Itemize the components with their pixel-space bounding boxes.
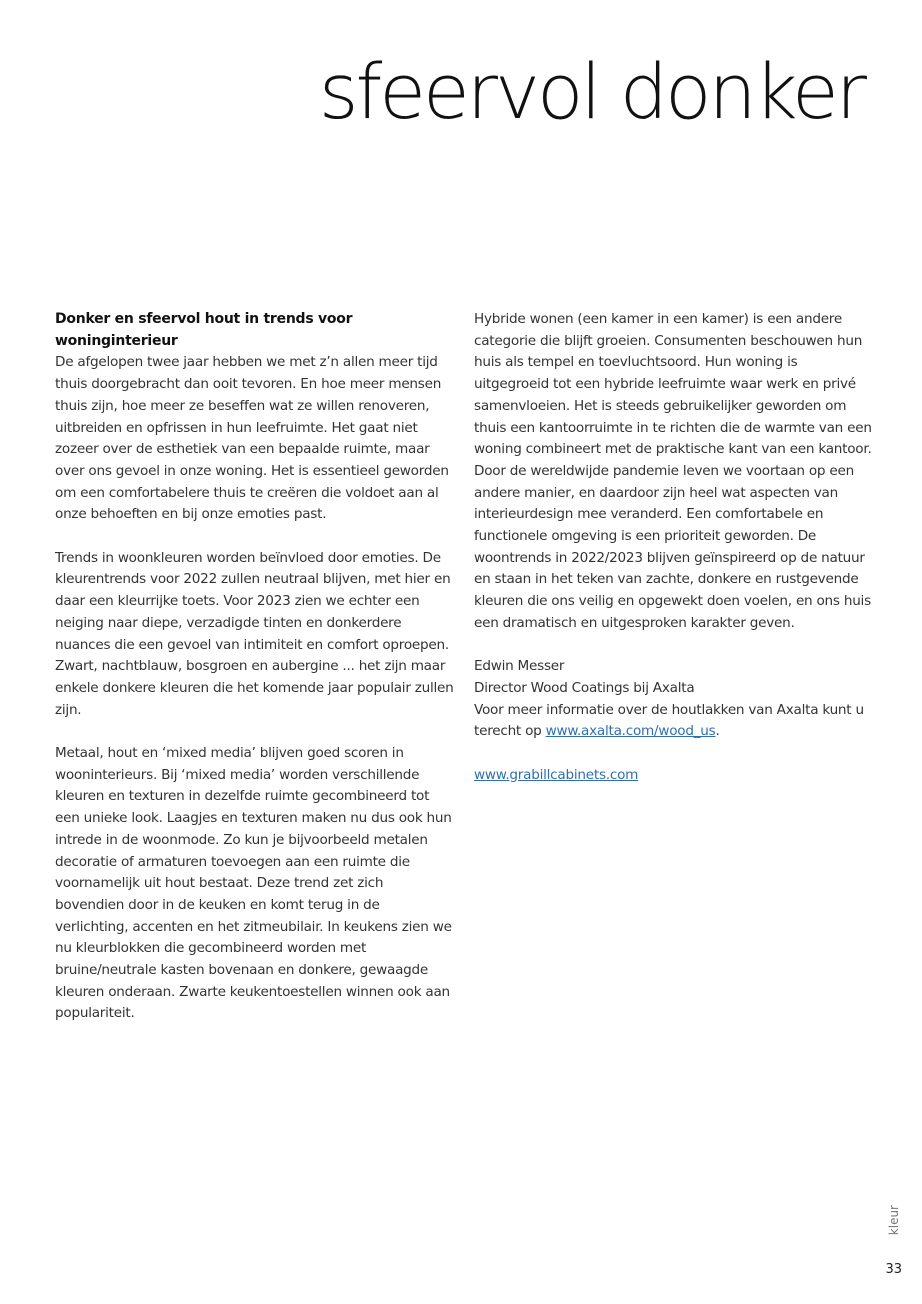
section-label: kleur xyxy=(887,1205,901,1236)
page-number: 33 xyxy=(885,1262,902,1277)
paragraph-intro: De afgelopen twee jaar hebben we met z’n allen meer tijd thuis doorgebracht dan ooit tevoren. En hoe meer mensen thuis zijn, hoe meer ze beseffen wat ze willen renoveren, uitbreiden en opfrissen in hun leefruimte. Het gaat niet zozeer over de esthetiek van een bepaalde ruimte, maar over ons gevoel in onze woning. Het is essentieel geworden om een comfortabelere thuis te creëren die voldoet aan al onze behoeften en bij onze emoties past. xyxy=(55,354,449,523)
author-signature xyxy=(474,656,874,699)
page-title: sfeervol donker xyxy=(318,47,864,136)
paragraph-color-trends: Trends in woonkleuren worden beïnvloed door emoties. De kleurentrends voor 2022 zullen neutraal blijven, met hier en daar een kleurrijke toets. Voor 2023 zien we echter een neiging naar diepe, verzadigde tinten en donkerdere nuances die een gevoel van intimiteit en comfort oproepen. Zwart, nachtblauw, bosgroen en aubergine ... het zijn maar enkele donkere kleuren die het komende jaar populair zullen zijn. xyxy=(55,549,454,718)
grabill-link[interactable]: www.grabillcabinets.com xyxy=(474,766,639,783)
author-role: Director Wood Coatings bij Axalta xyxy=(474,679,695,696)
author-name: Edwin Messer xyxy=(474,658,565,675)
left-column xyxy=(55,309,455,1025)
paragraph-hybrid-living: Hybride wonen (een kamer in een kamer) is een andere categorie die blijft groeien. Consumenten beschouwen hun huis als tempel en toevluchtsoord. Hun woning is uitgegroeid tot een hybride leefruimte waar werk en privé samenvloeien. Het is steeds gebruikelijker geworden om thuis een kantoorruimte in te richten die de warmte van een woning combineert met de praktische kant van een kantoor. Door de wereldwijde pandemie leven we voortaan op een andere manier, en daardoor zijn heel wat aspecten van interieurdesign mee veranderd. Een comfortabele en functionele omgeving is een prioriteit geworden. De woontrends in 2022/2023 blijven geïnspireerd op de natuur en staan in het teken van zachte, donkere en rustgevende kleuren die ons veilig en opgewekt doen voelen, en ons huis een dramatisch en uitgesproken karakter geven. xyxy=(474,311,872,631)
right-column xyxy=(474,309,874,786)
site-link-paragraph xyxy=(474,765,874,787)
article-heading: Donker en sfeervol hout in trends voor woninginterieur xyxy=(55,311,353,349)
more-info-paragraph xyxy=(474,700,874,743)
axalta-link[interactable]: www.axalta.com/wood_us xyxy=(545,723,716,740)
paragraph-mixed-media: Metaal, hout en ‘mixed media’ blijven goed scoren in wooninterieurs. Bij ‘mixed media’ worden verschillende kleuren en texturen in dezelfde ruimte gecombineerd tot een unieke look. Laagjes en texturen maken nu dus ook hun intrede in de woonmode. Zo kun je bijvoorbeeld metalen decoratie of armaturen toevoegen aan een ruimte die voornamelijk uit hout bestaat. Deze trend zet zich bovendien door in de keuken en komt terug in de verlichting, accenten en het zitmeubilair. In keukens zien we nu kleurblokken die gecombineerd worden met bruine/neutrale kasten bovenaan en donkere, gewaagde kleuren onderaan. Zwarte keukentoestellen winnen ook aan populariteit. xyxy=(55,745,452,1022)
more-info-suffix: . xyxy=(715,723,720,740)
more-info-text: Voor meer informatie over de houtlakken van Axalta kunt u terecht op xyxy=(474,701,864,740)
